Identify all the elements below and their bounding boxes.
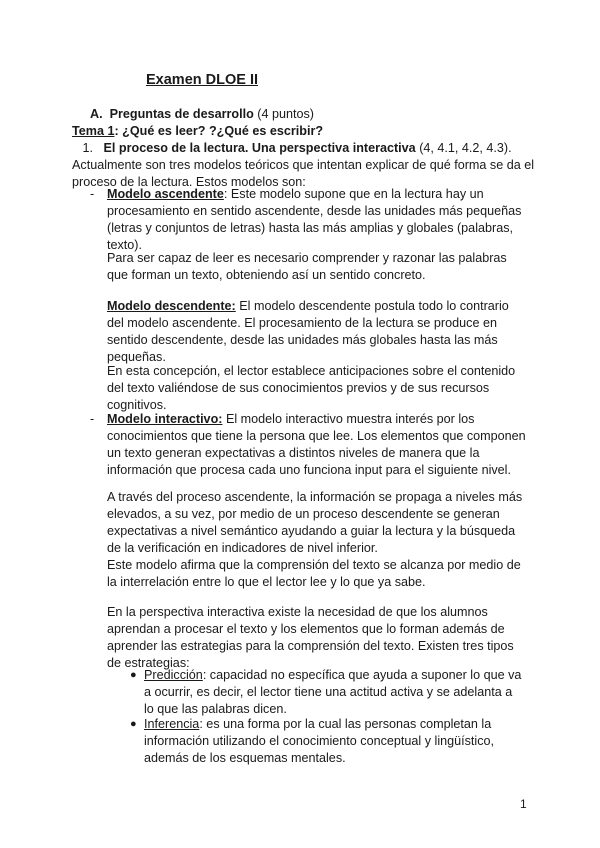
item-1-number: 1. — [82, 141, 94, 155]
modelo-ascendente-text: : Este modelo supone que en la lectura hay un procesamiento en sentido ascendente, desde las unidades más pequeñas (letras y conjuntos de letras) hasta las más amplias y globales (palabras, texto). — [107, 187, 522, 252]
tema-heading — [72, 123, 323, 140]
modelo-descendente-paragraph-2: En esta concepción, el lector establece anticipaciones sobre el contenido del texto valiéndose de sus conocimientos previos y de sus recursos cognitivos. — [107, 364, 516, 412]
tema-label: Tema 1 — [72, 124, 115, 138]
estrategia-prediccion — [144, 667, 524, 718]
modelo-interactivo-paragraph-4: En la perspectiva interactiva existe la necesidad de que los alumnos aprendan a procesar el texto y los elementos que lo forman además de aprender las estrategias para la comprensión del texto. Existen tres tipos de estrategias: — [107, 605, 514, 670]
page-number: 1 — [520, 797, 527, 811]
section-a-marker: A. — [90, 107, 103, 121]
item-1-heading — [72, 140, 552, 157]
section-a-heading — [90, 106, 314, 123]
estrategia-inferencia — [144, 716, 524, 767]
intro-paragraph: Actualmente son tres modelos teóricos que intentan explicar de qué forma se da el proceso de la lectura. Estos modelos son: — [72, 158, 535, 189]
modelo-descendente-paragraph — [107, 298, 527, 366]
estrategia-prediccion-text: : capacidad no específica que ayuda a suponer lo que va a ocurrir, es decir, el lector tiene una actitud activa y se adelanta a lo que las palabras dicen. — [144, 668, 522, 716]
modelo-descendente-text: El modelo descendente postula todo lo contrario del modelo ascendente. El procesamiento de la lectura se produce en sentido descendente, desde las unidades más globales hasta las más pequeñas. — [107, 299, 509, 364]
bullet-dot-inferencia: ● — [130, 718, 137, 730]
modelo-ascendente-label: Modelo ascendente — [107, 187, 224, 201]
section-a-points: (4 puntos) — [257, 107, 314, 121]
estrategia-inferencia-text: : es una forma por la cual las personas completan la información utilizando el conocimiento conceptual y lingüístico, además de los esquemas mentales. — [144, 717, 495, 765]
tema-question: : ¿Qué es leer? ?¿Qué es escribir? — [114, 124, 324, 138]
modelo-ascendente-paragraph — [107, 186, 527, 254]
document-title: Examen DLOE II — [146, 72, 259, 88]
modelo-interactivo-paragraph-2 — [107, 489, 527, 591]
modelo-interactivo-text: El modelo interactivo muestra interés por los conocimientos que tiene la persona que lee. Los elementos que componen un texto generan expectativas a distintos niveles de manera que la información que procesa cada uno funciona input para el siguiente nivel. — [107, 412, 526, 477]
dash-bullet-interactivo: - — [90, 412, 95, 426]
dash-bullet-ascendente: - — [90, 187, 95, 201]
modelo-interactivo-text-3: Este modelo afirma que la comprensión del texto se alcanza por medio de la interrelación entre lo que el lector lee y lo que ya sabe. — [107, 558, 521, 589]
modelo-interactivo-label: Modelo interactivo: — [107, 412, 223, 426]
item-1-title: El proceso de la lectura. Una perspectiva interactiva — [103, 141, 416, 155]
bullet-dot-prediccion: ● — [130, 669, 137, 681]
item-1-refs: (4, 4.1, 4.2, 4.3). — [419, 141, 512, 155]
section-a-title: Preguntas de desarrollo — [109, 107, 254, 121]
modelo-ascendente-paragraph-2: Para ser capaz de leer es necesario comprender y razonar las palabras que forman un texto, obteniendo así un sentido concreto. — [107, 251, 507, 282]
estrategia-inferencia-label: Inferencia — [144, 717, 200, 731]
modelo-interactivo-text-2: A través del proceso ascendente, la información se propaga a niveles más elevados, a su vez, por medio de un proceso descendente se generan expectativas a nivel semántico ayudando a guiar la lectura y la búsqueda de la verificación en indicadores de nivel inferior. — [107, 490, 523, 555]
estrategia-prediccion-label: Predicción — [144, 668, 203, 682]
modelo-descendente-label: Modelo descendente: — [107, 299, 236, 313]
modelo-interactivo-paragraph — [107, 411, 527, 479]
